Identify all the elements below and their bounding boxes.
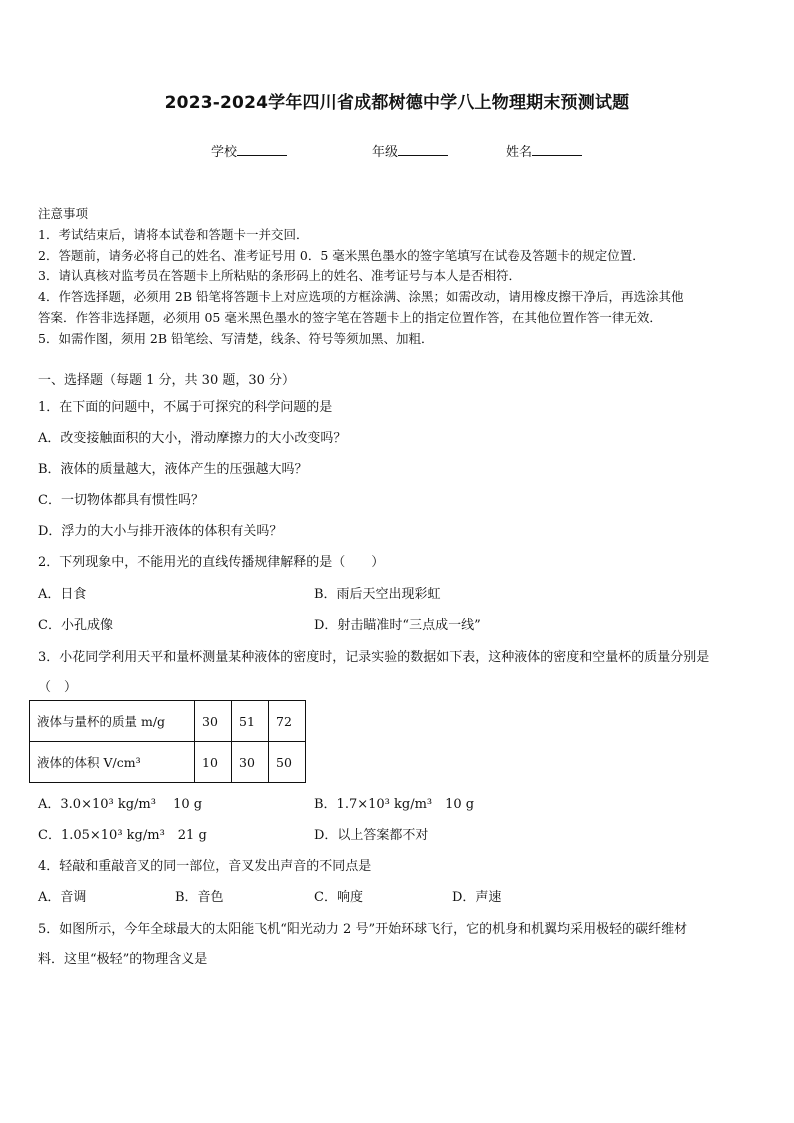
question-2-option-c: C．小孔成像 — [38, 618, 113, 633]
question-4-option-a: A．音调 — [38, 890, 87, 905]
question-1-option-d: D．浮力的大小与排开液体的体积有关吗？ — [38, 524, 283, 539]
question-1-option-b: B．液体的质量越大，液体产生的压强越大吗？ — [38, 462, 308, 477]
name-label: 姓名 — [506, 145, 533, 160]
question-1-stem: 1．在下面的问题中，不属于可探究的科学问题的是 — [38, 400, 333, 415]
question-2-option-b: B．雨后天空出现彩虹 — [314, 587, 441, 602]
question-5-stem-line-1: 5．如图所示，今年全球最大的太阳能飞机“阳光动力 2 号”开始环球飞行，它的机身和机翼均采用极轻的碳纤维材 — [38, 922, 688, 937]
question-3-option-d: D．以上答案都不对 — [314, 828, 429, 843]
question-4-stem: 4．轻敲和重敲音叉的同一部位，音叉发出声音的不同点是 — [38, 859, 372, 874]
grade-label: 年级 — [372, 145, 399, 160]
grade-field — [372, 141, 448, 160]
table-cell: 液体与量杯的质量 m/g — [30, 701, 195, 742]
section-heading: 一、选择题（每题 1 分，共 30 题，30 分） — [38, 373, 296, 388]
question-3-option-a: A．3.0×10³ kg/m³ 10 g — [38, 797, 203, 812]
question-2-option-d: D．射击瞄准时“三点成一线” — [314, 618, 481, 633]
table-cell: 50 — [269, 742, 306, 783]
note-item: 2．答题前，请务必将自己的姓名、准考证号用 0．5 毫米黑色墨水的签字笔填写在试卷及答题卡的规定位置． — [38, 248, 645, 263]
table-cell: 液体的体积 V/cm³ — [30, 742, 195, 783]
table-row — [30, 701, 306, 742]
table-cell: 10 — [195, 742, 232, 783]
school-blank — [237, 143, 287, 156]
question-2-option-a: A．日食 — [38, 587, 87, 602]
question-3-paren: （ ） — [38, 680, 78, 695]
note-item: 3．请认真核对监考员在答题卡上所粘贴的条形码上的姓名、准考证号与本人是否相符． — [38, 268, 521, 283]
question-2-stem: 2．下列现象中，不能用光的直线传播规律解释的是（ ） — [38, 555, 385, 570]
note-item: 4．作答选择题，必须用 2B 铅笔将答题卡上对应选项的方框涂满、涂黑；如需改动，请用橡皮擦干净后，再选涂其他 — [38, 289, 684, 304]
table-cell: 30 — [195, 701, 232, 742]
name-blank — [532, 143, 582, 156]
school-label: 学校 — [211, 145, 238, 160]
question-1-option-c: C．一切物体都具有惯性吗？ — [38, 493, 204, 508]
table-cell: 30 — [232, 742, 269, 783]
question-1-option-a: A．改变接触面积的大小，滑动摩擦力的大小改变吗？ — [38, 431, 347, 446]
page-title: 2023-2024学年四川省成都树德中学八上物理期末预测试题 — [164, 93, 630, 113]
question-3-option-b: B．1.7×10³ kg/m³ 10 g — [314, 797, 475, 812]
question-3-option-c: C．1.05×10³ kg/m³ 21 g — [38, 828, 207, 843]
table-cell: 51 — [232, 701, 269, 742]
grade-blank — [398, 143, 448, 156]
question-4-option-d: D．声速 — [452, 890, 502, 905]
table-row — [30, 742, 306, 783]
question-4-option-b: B．音色 — [175, 890, 224, 905]
note-item: 答案．作答非选择题，必须用 05 毫米黑色墨水的签字笔在答题卡上的指定位置作答，在其他位置作答一律无效． — [38, 310, 662, 325]
question-4-option-c: C．响度 — [314, 890, 363, 905]
question-3-table — [29, 700, 306, 783]
school-field — [211, 141, 287, 160]
note-item: 1．考试结束后，请将本试卷和答题卡一并交回． — [38, 227, 309, 242]
notes-heading: 注意事项 — [38, 206, 89, 221]
question-5-stem-line-2: 料．这里“极轻”的物理含义是 — [38, 952, 208, 967]
note-item: 5．如需作图，须用 2B 铅笔绘、写清楚，线条、符号等须加黑、加粗． — [38, 331, 434, 346]
table-cell: 72 — [269, 701, 306, 742]
name-field — [506, 141, 582, 160]
question-3-stem: 3．小花同学利用天平和量杯测量某种液体的密度时，记录实验的数据如下表，这种液体的密度和空量杯的质量分别是 — [38, 650, 710, 665]
